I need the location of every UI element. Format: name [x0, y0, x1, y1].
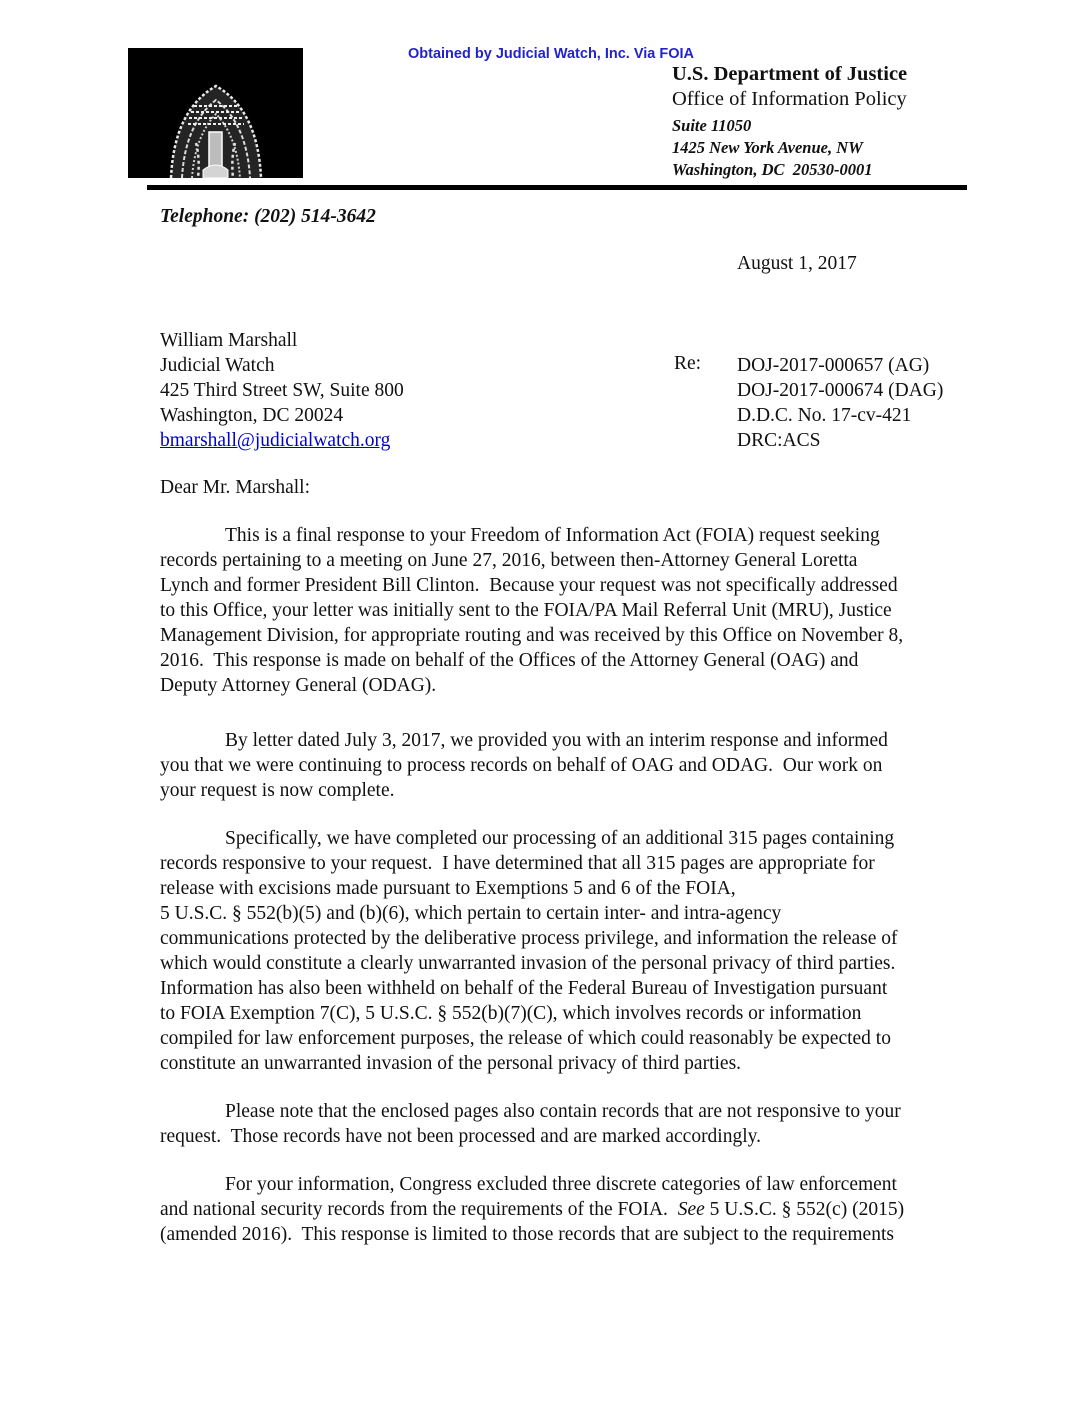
paragraph-nonresponsive-records: Please note that the enclosed pages also contain records that are not responsive to your request. Those records have not been processed and are marked accordingly. — [160, 1101, 901, 1147]
paragraph-interim-response: By letter dated July 3, 2017, we provided you with an interim response and informed you that we were continuing to process records on behalf of OAG and ODAG. Our work on your request is now complete. — [160, 730, 888, 801]
letterhead — [672, 62, 907, 181]
paragraph-processing-exemptions: Specifically, we have completed our processing of an additional 315 pages containing records responsive to your request. I have determined that all 315 pages are appropriate for release with excisions made pursuant to Exemptions 5 and 6 of the FOIA, 5 U.S.C. § 552(b)(5) and (b)(6), which pertain to certain inter- and intra-agency communications protected by the deliberative process privilege, and information the release of which would constitute a clearly unwarranted invasion of the personal privacy of third parties. Information has also been withheld on behalf of the Federal Bureau of Investigation pursuant to FOIA Exemption 7(C), 5 U.S.C. § 552(b)(7)(C), which involves records or information compiled for law enforcement purposes, the release of which could reasonably be expected to constitute an unwarranted invasion of the personal privacy of third parties. — [160, 828, 898, 1074]
recipient-address-lines: William Marshall Judicial Watch 425 Third Street SW, Suite 800 Washington, DC 20024 — [160, 330, 404, 426]
foia-obtained-stamp: Obtained by Judicial Watch, Inc. Via FOIA — [408, 46, 695, 62]
telephone-line: Telephone: (202) 514-3642 — [160, 206, 376, 227]
recipient-email-link[interactable]: bmarshall@judicialwatch.org — [160, 430, 391, 451]
reference-numbers: DOJ-2017-000657 (AG) DOJ-2017-000674 (DAG) D.D.C. No. 17-cv-421 DRC:ACS — [737, 355, 944, 451]
paragraph-excluded-categories: For your information, Congress excluded three discrete categories of law enforcement and national security records from the requirements of the FOIA. See 5 U.S.C. § 552(c) (2015) (amended 2016). This response is limited to those records that are subject to the requirements — [160, 1174, 905, 1245]
letter-date: August 1, 2017 — [737, 253, 857, 274]
office-name: Office of Information Policy — [672, 88, 907, 110]
recipient-address — [160, 328, 404, 453]
salutation: Dear Mr. Marshall: — [160, 477, 311, 498]
letter-body — [160, 475, 975, 1247]
reference-label: Re: — [674, 353, 702, 374]
doj-seal-image — [128, 48, 303, 178]
paragraph-final-response: This is a final response to your Freedom of Information Act (FOIA) request seeking records pertaining to a meeting on June 27, 2016, between then-Attorney General Loretta Lynch and former President Bill Clinton. Because your request was not specifically addressed to this Office, your letter was initially sent to the FOIA/PA Mail Referral Unit (MRU), Justice Management Division, for appropriate routing and was received by this Office on November 8, 2016. This response is made on behalf of the Offices of the Attorney General (OAG) and Deputy Attorney General (ODAG). — [160, 525, 904, 696]
letterhead-address: Suite 11050 1425 New York Avenue, NW Washington, DC 20530-0001 — [672, 116, 873, 179]
doj-seal-graphic — [128, 48, 303, 178]
letterhead-divider — [147, 185, 967, 190]
agency-name: U.S. Department of Justice — [672, 63, 908, 85]
